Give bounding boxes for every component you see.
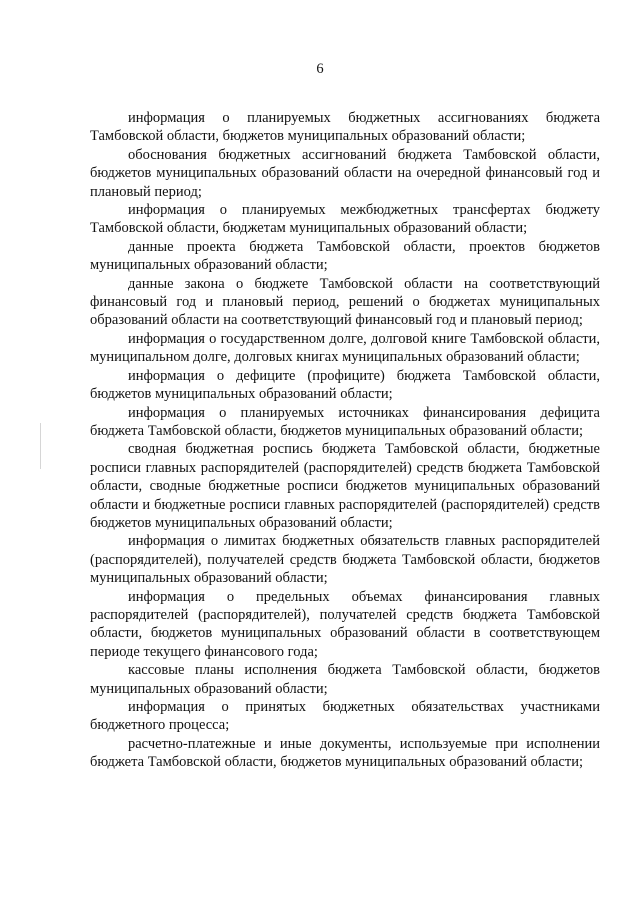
page-number: 6 (316, 61, 324, 77)
paragraph: расчетно-платежные и иные документы, используемые при исполнении бюджета Тамбовской области, бюджетов муниципальных образований области; (90, 735, 600, 771)
paragraph: информация о планируемых источниках финансирования дефицита бюджета Тамбовской области, бюджетов муниципальных образований области; (90, 404, 600, 439)
paragraph: информация о планируемых бюджетных ассигнованиях бюджета Тамбовской области, бюджетов муниципальных образований области; (90, 110, 600, 145)
paragraph: кассовые планы исполнения бюджета Тамбовской области, бюджетов муниципальных образований области; (90, 662, 600, 697)
paragraph: информация о государственном долге, долговой книге Тамбовской области, муниципальном долге, долговых книгах муниципальных образований области; (90, 330, 600, 366)
paragraph: обоснования бюджетных ассигнований бюджета Тамбовской области, бюджетов муниципальных образований области на очередной финансовый год и плановый период; (90, 146, 600, 200)
paragraph: информация о принятых бюджетных обязательствах участниками бюджетного процесса; (90, 699, 600, 734)
paragraph: данные закона о бюджете Тамбовской области на соответствующий финансовый год и плановый период, решений о бюджетах муниципальных образований области на соответствующий финансовый год и плановый период; (90, 275, 600, 329)
paragraph: информация о предельных объемах финансирования главных распорядителей (распорядителей), получателей средств бюджета Тамбовской области, бюджетов муниципальных образований области в соответствующем периоде текущего финансового года; (90, 588, 600, 660)
document-body (90, 109, 600, 772)
paragraph: информация о планируемых межбюджетных трансфертах бюджету Тамбовской области, бюджетам муниципальных образований области; (90, 202, 600, 237)
paragraph: информация о лимитах бюджетных обязательств главных распорядителей (распорядителей), получателей средств бюджета Тамбовской области, бюджетов муниципальных образований области; (90, 533, 600, 587)
paragraph: сводная бюджетная роспись бюджета Тамбовской области, бюджетные росписи главных распорядителей (распорядителей) средств бюджета Тамбовской области, сводные бюджетные росписи бюджетов муниципальных образований области и бюджетные росписи главных распорядителей (распорядителей) средств бюджетов муниципальных образований области; (90, 441, 600, 531)
paragraph: информация о дефиците (профиците) бюджета Тамбовской области, бюджетов муниципальных образований области; (90, 367, 600, 403)
paragraph: данные проекта бюджета Тамбовской области, проектов бюджетов муниципальных образований области; (90, 238, 600, 274)
scan-margin-mark (40, 423, 41, 469)
